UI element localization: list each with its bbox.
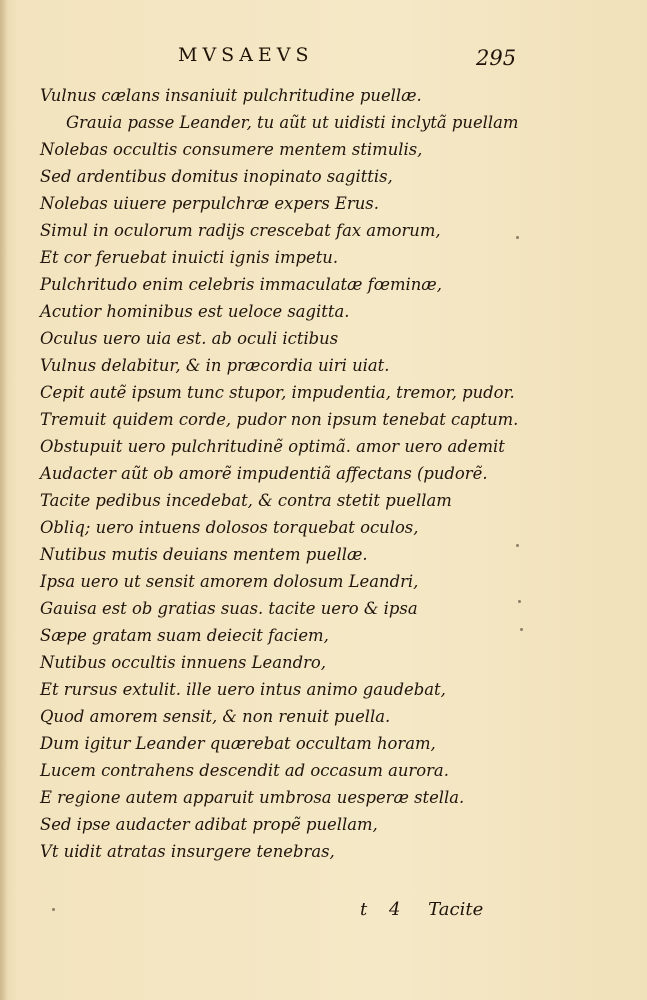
verse-line: Tremuit quidem corde, pudor non ipsum tenebat captum. bbox=[40, 410, 519, 429]
page-number: 295 bbox=[476, 46, 517, 70]
verse-line: Nutibus occultis innuens Leandro, bbox=[40, 653, 326, 672]
verse-line: Ipsa uero ut sensit amorem dolosum Leandri, bbox=[40, 572, 419, 591]
verse-line: Acutior hominibus est ueloce sagitta. bbox=[40, 302, 350, 321]
verse-line: Obliq; uero intuens dolosos torquebat oculos, bbox=[40, 518, 419, 537]
verse-line: Grauia passe Leander, tu aũt ut uidisti inclytã puellam bbox=[66, 113, 519, 132]
verse-line: Et cor feruebat inuicti ignis impetu. bbox=[40, 248, 339, 267]
footer-catchline bbox=[360, 899, 483, 920]
ink-speck bbox=[516, 544, 519, 547]
verse-line: Et rursus extulit. ille uero intus animo gaudebat, bbox=[40, 680, 446, 699]
verse-line: Oculus uero uia est. ab oculi ictibus bbox=[40, 329, 339, 348]
verse-line: Sed ipse audacter adibat propẽ puellam, bbox=[40, 815, 378, 834]
verse-line: Obstupuit uero pulchritudinẽ optimã. amor uero ademit bbox=[40, 437, 505, 456]
ink-speck bbox=[516, 236, 519, 239]
verse-line: Sæpe gratam suam deiecit faciem, bbox=[40, 626, 329, 645]
verse-line: E regione autem apparuit umbrosa uesperæ stella. bbox=[40, 788, 465, 807]
verse-line: Lucem contrahens descendit ad occasum aurora. bbox=[40, 761, 449, 780]
verse-line: Nolebas uiuere perpulchræ expers Erus. bbox=[40, 194, 379, 213]
verse-line: Audacter aũt ob amorẽ impudentiã affectans (pudorẽ. bbox=[40, 464, 488, 483]
verse-line: Gauisa est ob gratias suas. tacite uero & ipsa bbox=[40, 599, 418, 618]
verse-line: Vulnus delabitur, & in præcordia uiri uiat. bbox=[40, 356, 390, 375]
verse-line: Quod amorem sensit, & non renuit puella. bbox=[40, 707, 391, 726]
signature-number: 4 bbox=[388, 899, 401, 920]
verse-line: Vulnus cælans insaniuit pulchritudine puellæ. bbox=[40, 86, 422, 105]
verse-line: Dum igitur Leander quærebat occultam horam, bbox=[40, 734, 436, 753]
verse-line: Vt uidit atratas insurgere tenebras, bbox=[40, 842, 335, 861]
page-gutter-shadow bbox=[0, 0, 8, 1000]
verse-text-block bbox=[40, 82, 620, 865]
verse-line: Sed ardentibus domitus inopinato sagittis, bbox=[40, 167, 393, 186]
running-title: MVSAEVS bbox=[178, 44, 314, 66]
catchword: Tacite bbox=[428, 899, 484, 920]
verse-line: Tacite pedibus incedebat, & contra stetit puellam bbox=[40, 491, 452, 510]
ink-speck bbox=[52, 908, 55, 911]
signature-letter: t bbox=[360, 899, 368, 920]
verse-line: Nutibus mutis deuians mentem puellæ. bbox=[40, 545, 368, 564]
verse-line: Cepit autẽ ipsum tunc stupor, impudentia, tremor, pudor. bbox=[40, 383, 515, 402]
verse-line: Simul in oculorum radijs crescebat fax amorum, bbox=[40, 221, 441, 240]
verse-line: Pulchritudo enim celebris immaculatæ fœminæ, bbox=[40, 275, 442, 294]
ink-speck bbox=[518, 600, 521, 603]
verse-line: Nolebas occultis consumere mentem stimulis, bbox=[40, 140, 423, 159]
ink-speck bbox=[520, 628, 523, 631]
